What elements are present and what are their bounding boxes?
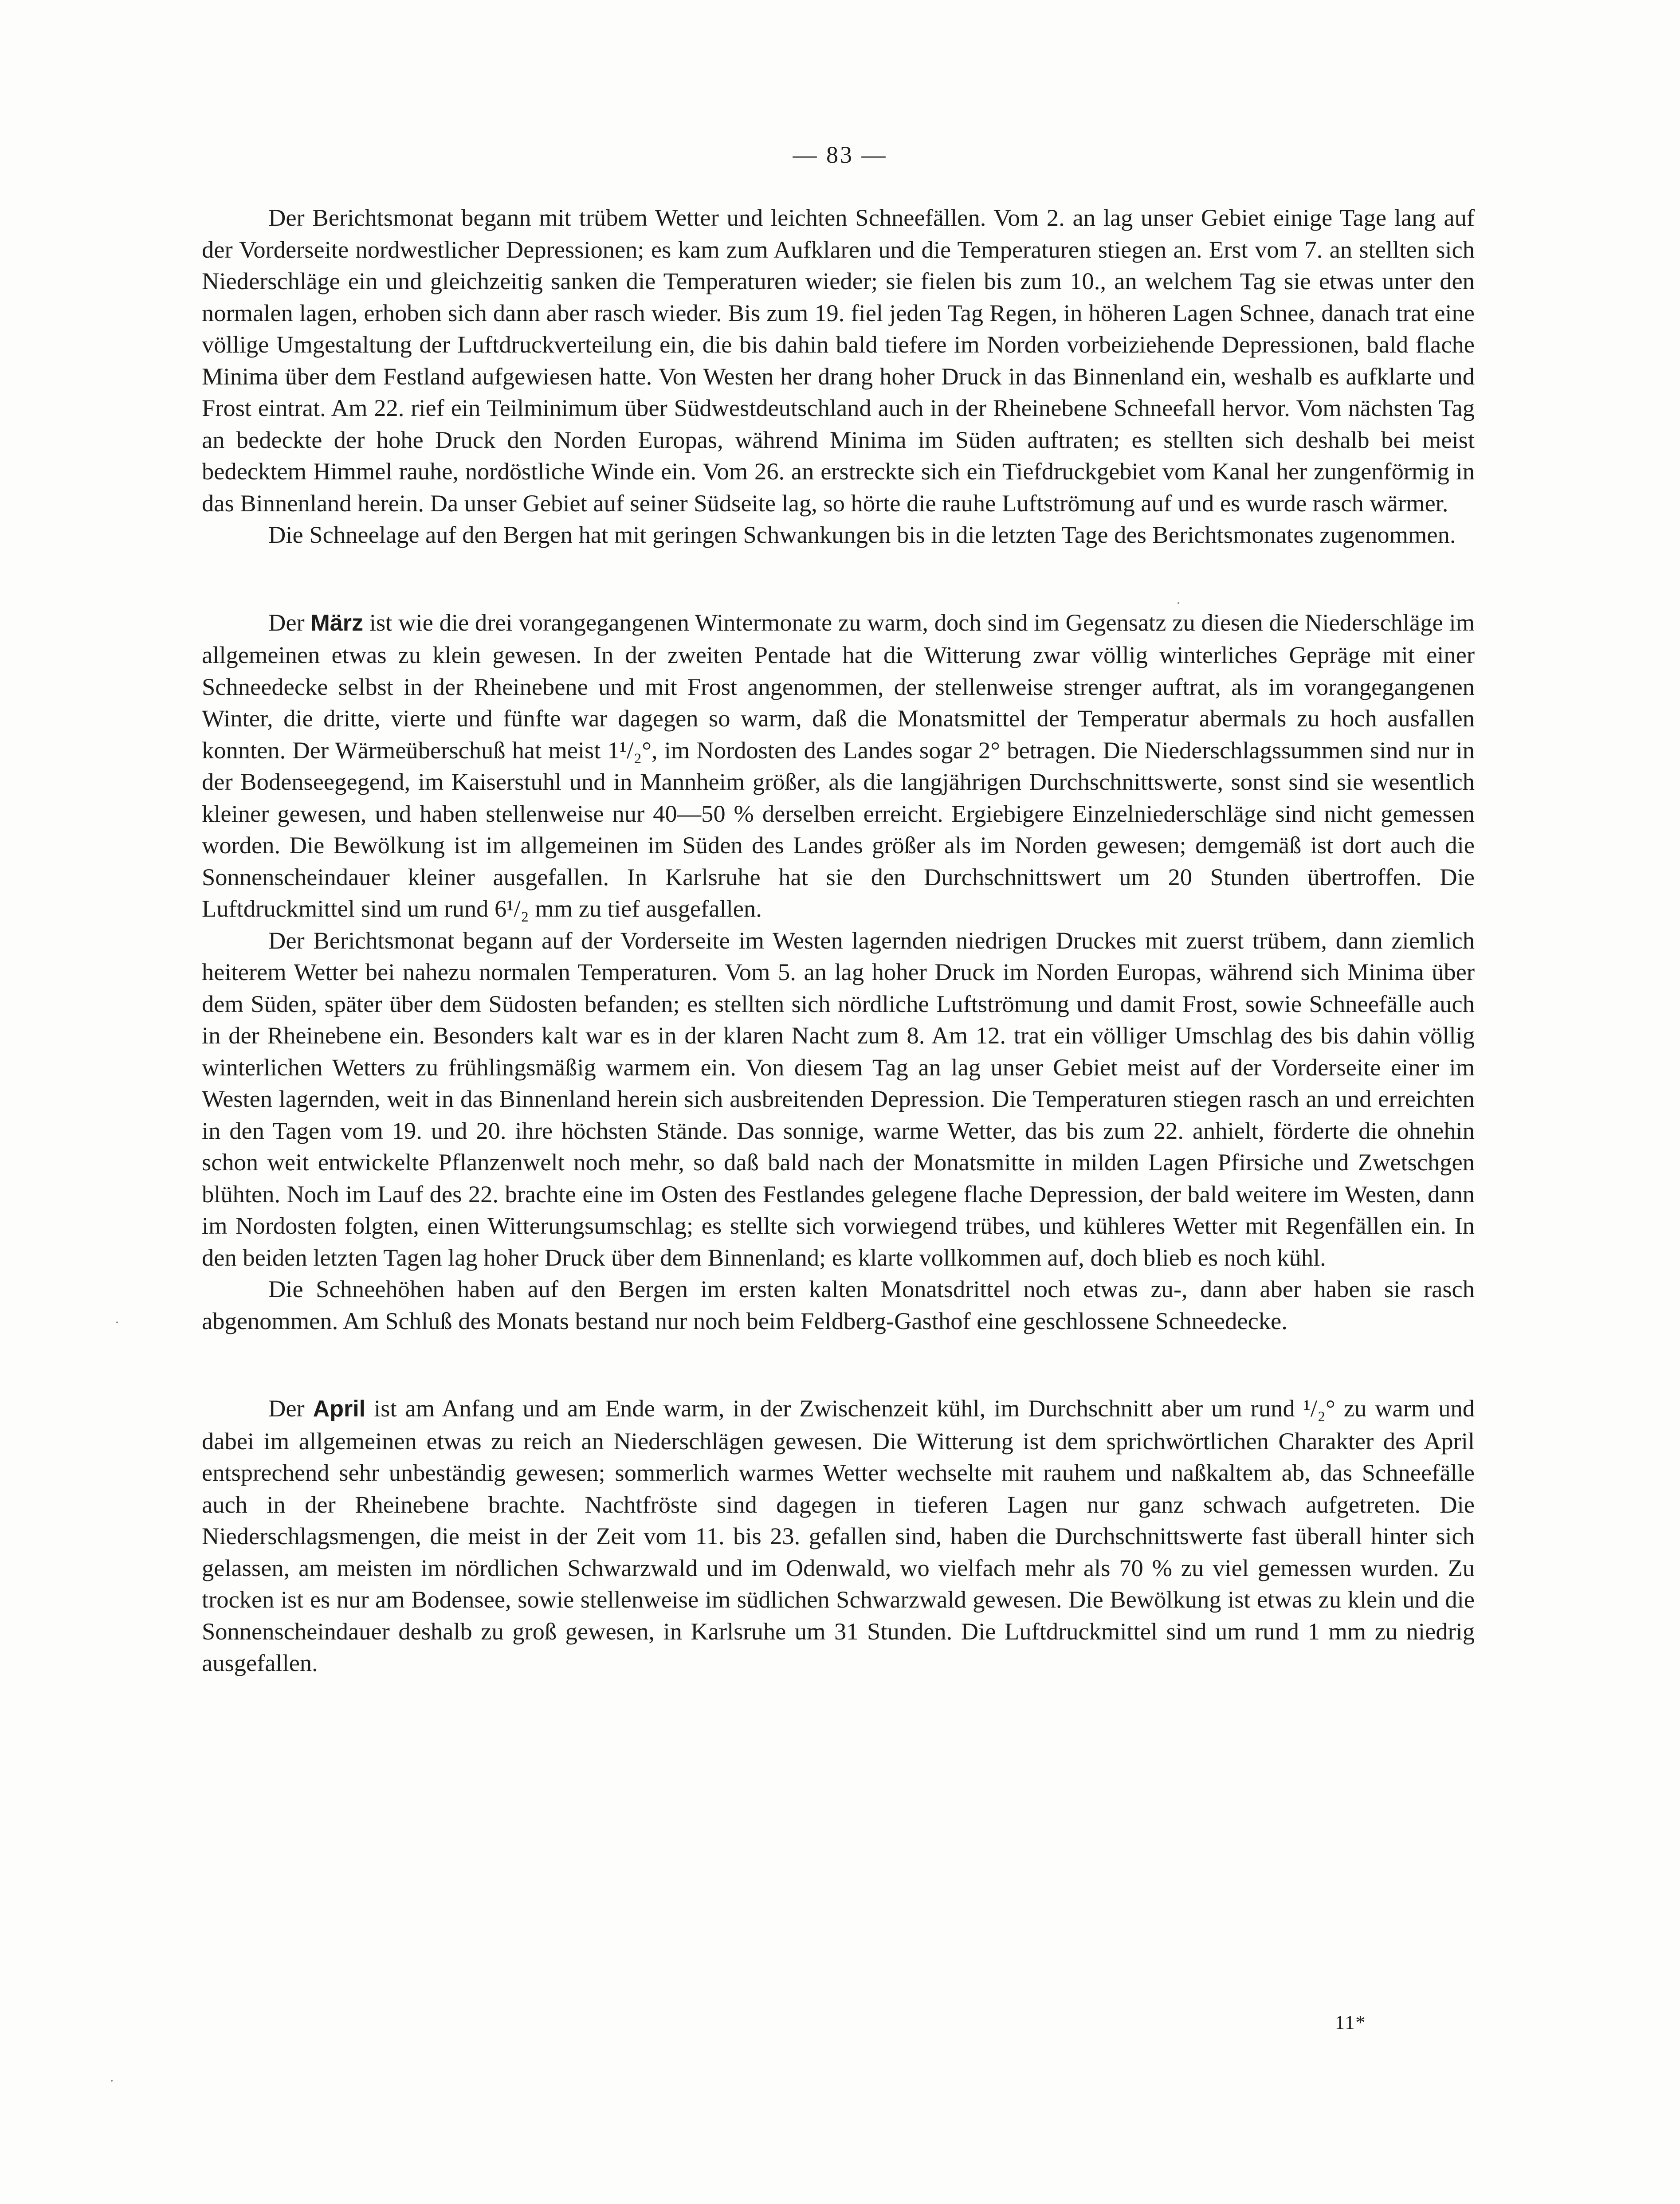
paragraph-february-weather: Der Berichtsmonat begann mit trübem Wetter und leichten Schneefällen. Vom 2. an lag unser Gebiet einige Tage lang auf der Vorderseite nordwestlicher Depressionen; es kam zum Aufklaren und die Temperaturen stiegen an. Erst vom 7. an stellten sich Niederschläge ein und gleichzeitig sanken die Temperaturen wieder; sie fielen bis zum 10., an welchem Tag sie etwas unter den normalen lagen, erhoben sich dann aber rasch wieder. Bis zum 19. fiel jeden Tag Regen, in höheren Lagen Schnee, danach trat eine völlige Umgestaltung der Luftdruckverteilung ein, die bis dahin bald tiefere im Norden vorbeiziehende Depressionen, bald flache Minima über dem Festland aufgewiesen hatte. Von Westen her drang hoher Druck in das Binnenland ein, weshalb es aufklarte und Frost eintrat. Am 22. rief ein Teilminimum über Südwestdeutschland auch in der Rheinebene Schneefall hervor. Vom nächsten Tag an bedeckte der hohe Druck den Norden Europas, während Minima im Süden auftraten; es stellten sich deshalb bei meist bedecktem Himmel rauhe, nordöstliche Winde ein. Vom 26. an erstreckte sich ein Tiefdruckgebiet vom Kanal her zungenförmig in das Binnenland herein. Da unser Gebiet auf seiner Südseite lag, so hörte die rauhe Luftströmung auf und es wurde rasch wärmer. xyxy=(202,204,1475,517)
paragraph-march-summary xyxy=(202,607,1475,925)
print-speck xyxy=(1178,602,1179,604)
section-gap xyxy=(202,551,1475,607)
print-speck xyxy=(116,1322,118,1323)
section-gap xyxy=(202,1337,1475,1392)
signature-mark: 11* xyxy=(1335,2012,1366,2033)
page-number: — 83 — xyxy=(793,141,887,168)
march-summary-text: ist wie die drei vorangegangenen Wintermonate zu warm, doch sind im Gegensatz zu diesen die Niederschläge im allgemeinen etwas zu klein gewesen. In der zweiten Pentade hat die Witterung zwar völlig winterliches Gepräge mit einer Schneedecke selbst in der Rheinebene und mit Frost angenommen, der stellenweise strenger auftrat, als im vorangegangenen Winter, die dritte, vierte und fünfte war dagegen so warm, daß die Monatsmittel der Temperatur abermals zu hoch ausfallen konnten. Der Wärmeüberschuß hat meist 1¹/₂°, im Nordosten des Landes sogar 2° betragen. Die Niederschlagssummen sind nur in der Bodenseegegend, im Kaiserstuhl und in Mannheim größer, als die langjährigen Durchschnittswerte, sonst sind sie wesentlich kleiner gewesen, und haben stellenweise nur 40—50 % derselben erreicht. Ergiebigere Einzelniederschläge sind nicht gemessen worden. Die Bewölkung ist im allgemeinen im Süden des Landes größer als im Norden gewesen; demgemäß ist dort auch die Sonnenscheindauer kleiner ausgefallen. In Karlsruhe hat sie den Durchschnittswert um 20 Stunden übertroffen. Die Luftdruckmittel sind um rund 6¹/₂ mm zu tief ausgefallen. xyxy=(202,608,1475,922)
paragraph-february-snow: Die Schneelage auf den Bergen hat mit geringen Schwankungen bis in die letzten Tage des Berichtsmonates zugenommen. xyxy=(268,521,1456,548)
april-lead-word: Der xyxy=(268,1395,305,1422)
print-speck xyxy=(111,2080,113,2082)
body-text xyxy=(202,202,1475,1679)
march-lead-word: Der xyxy=(268,608,305,636)
paragraph-march-weather: Der Berichtsmonat begann auf der Vorderseite im Westen lagernden niedrigen Druckes mit zuerst trübem, dann ziemlich heiterem Wetter bei nahezu normalen Temperaturen. Vom 5. an lag hoher Druck im Norden Europas, während sich Minima über dem Süden, später über dem Südosten befanden; es stellten sich nördliche Luftströmung und damit Frost, sowie Schneefälle auch in der Rheinebene ein. Besonders kalt war es in der klaren Nacht zum 8. Am 12. trat ein völliger Umschlag des bis dahin völlig winterlichen Wetters zu frühlingsmäßig warmem ein. Von diesem Tag an lag unser Gebiet meist auf der Vorderseite einer im Westen lagernden, weit in das Binnenland herein sich ausbreitenden Depression. Die Temperaturen stiegen rasch an und erreichten in den Tagen vom 19. und 20. ihre höchsten Stände. Das sonnige, warme Wetter, das bis zum 22. anhielt, förderte die ohnehin schon weit entwickelte Pflanzenwelt noch mehr, so daß bald nach der Monatsmitte in milden Lagen Pfirsiche und Zwetschgen blühten. Noch im Lauf des 22. brachte eine im Osten des Festlandes gelegene flache Depression, der bald weitere im Westen, dann im Nordosten folgten, einen Witterungsumschlag; es stellte sich vorwiegend trübes, und kühleres Wetter mit Regenfällen ein. In den beiden letzten Tagen lag hoher Druck über dem Binnenland; es klarte vollkommen auf, doch blieb es noch kühl. xyxy=(202,926,1475,1271)
month-heading-april: April xyxy=(313,1396,366,1422)
month-heading-march: März xyxy=(310,610,363,636)
paragraph-march-snow: Die Schneehöhen haben auf den Bergen im ersten kalten Monatsdrittel noch etwas zu-, dann aber haben sie rasch abgenommen. Am Schluß des Monats bestand nur noch beim Feldberg-Gasthof eine geschlossene Schneedecke. xyxy=(202,1275,1475,1334)
april-summary-text: ist am Anfang und am Ende warm, in der Zwischenzeit kühl, im Durchschnitt aber um rund ¹/₂° zu warm und dabei im allgemeinen etwas zu reich an Niederschlägen gewesen. Die Witterung ist dem sprichwörtlichen Charakter des April entsprechend sehr unbeständig gewesen; sommerlich warmes Wetter wechselte mit rauhem und naßkaltem ab, das Schneefälle auch in der Rheinebene brachte. Nachtfröste sind dagegen in tieferen Lagen nur ganz schwach aufgetreten. Die Niederschlagsmengen, die meist in der Zeit vom 11. bis 23. gefallen sind, haben die Durchschnittswerte fast überall hinter sich gelassen, am meisten im nördlichen Schwarzwald und im Odenwald, wo vielfach mehr als 70 % zu viel gemessen wurden. Zu trocken ist es nur am Bodensee, sowie stellenweise im südlichen Schwarzwald gewesen. Die Bewölkung ist etwas zu klein und die Sonnenscheindauer deshalb zu groß gewesen, in Karlsruhe um 31 Stunden. Die Luftdruckmittel sind um rund 1 mm zu niedrig ausgefallen. xyxy=(202,1395,1475,1676)
paragraph-april-summary xyxy=(202,1392,1475,1679)
